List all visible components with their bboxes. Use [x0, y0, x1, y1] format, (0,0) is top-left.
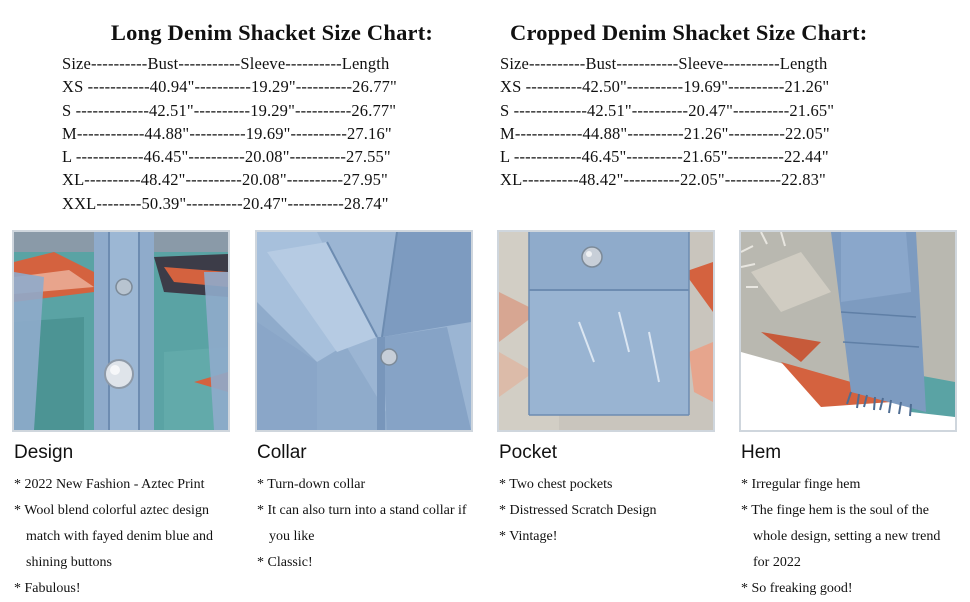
cropped-chart-row-s: S -------------42.51"----------20.47"----------21.65" [500, 100, 835, 120]
hem-bullet-1: * Irregular finge hem [741, 477, 861, 492]
cropped-chart-title: Cropped Denim Shacket Size Chart: [510, 20, 868, 45]
design-title: Design [14, 442, 74, 463]
collar-bullet-1: * Turn-down collar [257, 477, 366, 492]
cropped-chart-row-m: M------------44.88"----------21.26"----------22.05" [500, 123, 830, 143]
design-bullets [12, 472, 230, 602]
long-chart-row-s: S -------------42.51"----------19.29"----------26.77" [62, 100, 397, 120]
feature-card-collar [255, 230, 473, 576]
design-bullet-2: * Wool blend colorful aztec design match with fayed denim blue and shining buttons [14, 503, 213, 570]
collar-image [257, 232, 471, 430]
collar-photo [255, 230, 473, 432]
feature-card-pocket [497, 230, 715, 550]
pocket-bullets [497, 472, 715, 550]
long-chart-row-xxl: XXL--------50.39"----------20.47"----------28.74" [62, 193, 389, 213]
pocket-photo [497, 230, 715, 432]
design-bullet-1: * 2022 New Fashion - Aztec Print [14, 477, 205, 492]
cropped-chart-row-l: L ------------46.45"----------21.65"----------22.44" [500, 147, 829, 167]
cropped-chart-header-row: Size----------Bust-----------Sleeve----------Length [500, 54, 828, 73]
hem-bullet-2: * The finge hem is the soul of the whole design, setting a new trend for 2022 [741, 503, 941, 570]
hem-photo [739, 230, 957, 432]
collar-bullet-2: * It can also turn into a stand collar if you like [257, 503, 467, 544]
collar-bullets [255, 472, 473, 576]
long-chart-row-l: L ------------46.45"----------20.08"----------27.55" [62, 147, 391, 167]
pocket-bullet-2: * Distressed Scratch Design [499, 503, 657, 518]
cropped-chart-row-xs: XS ----------42.50"----------19.69"----------21.26" [500, 77, 830, 97]
cropped-chart-row-xl: XL----------48.42"----------22.05"----------22.83" [500, 170, 826, 190]
hem-bullet-3: * So freaking good! [741, 581, 853, 596]
long-chart-header-row: Size----------Bust-----------Sleeve----------Length [62, 54, 390, 73]
pocket-image [499, 232, 713, 430]
design-bullet-3: * Fabulous! [14, 581, 81, 596]
collar-bullet-3: * Classic! [257, 555, 313, 570]
long-size-chart [62, 20, 472, 215]
hem-title: Hem [741, 442, 782, 463]
long-chart-title: Long Denim Shacket Size Chart: [110, 20, 434, 45]
hem-image [741, 232, 955, 430]
pocket-bullet-3: * Vintage! [499, 529, 558, 544]
collar-title: Collar [257, 442, 307, 463]
pocket-title: Pocket [499, 442, 558, 463]
long-chart-row-m: M------------44.88"----------19.69"----------27.16" [62, 123, 392, 143]
feature-card-hem [739, 230, 957, 602]
cropped-size-chart [500, 20, 920, 192]
long-chart-row-xl: XL----------48.42"----------20.08"----------27.95" [62, 170, 388, 190]
aztec-print-image [14, 232, 228, 430]
pocket-bullet-1: * Two chest pockets [499, 477, 613, 492]
feature-card-design [12, 230, 230, 602]
long-chart-row-xs: XS -----------40.94"----------19.29"----------26.77" [62, 77, 397, 97]
design-photo [12, 230, 230, 432]
hem-bullets [739, 472, 957, 602]
